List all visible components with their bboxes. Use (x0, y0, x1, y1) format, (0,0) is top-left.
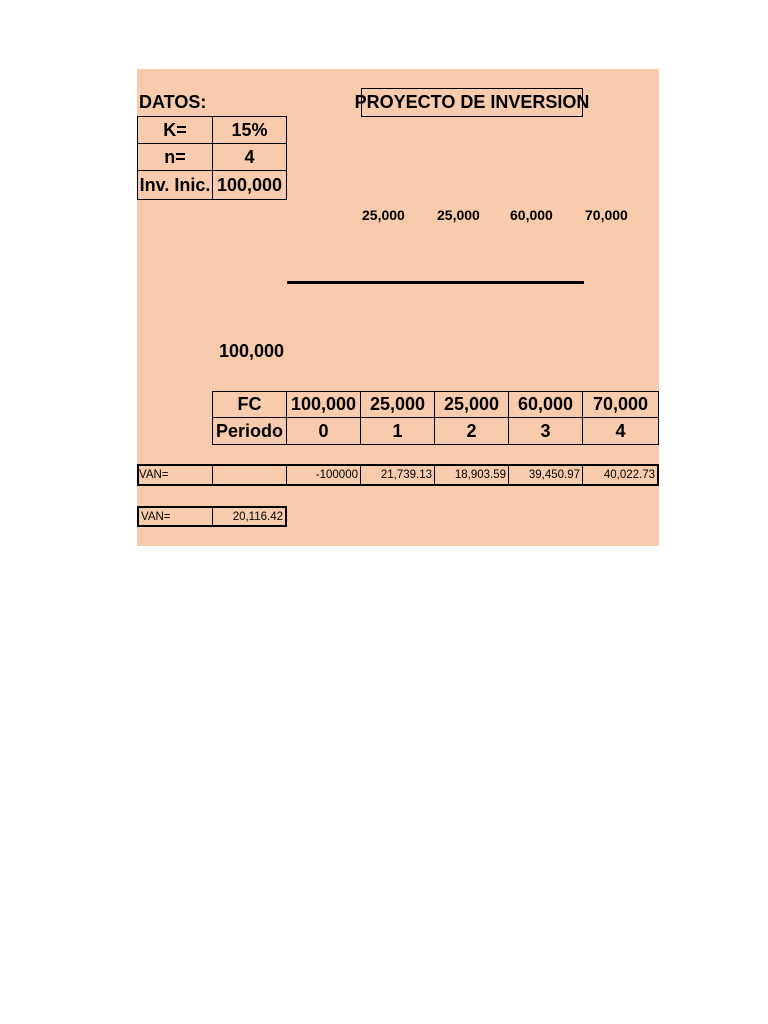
van-value-0: -100000 (286, 465, 361, 485)
fc-value-4: 70,000 (582, 391, 659, 418)
period-3: 3 (508, 417, 583, 445)
inflow-3: 60,000 (510, 207, 553, 223)
van-value-1: 21,739.13 (360, 465, 435, 485)
van-value-2: 18,903.59 (434, 465, 509, 485)
inflow-4: 70,000 (585, 207, 628, 223)
van-total-value: 20,116.42 (212, 506, 287, 527)
period-2: 2 (434, 417, 509, 445)
van-value-3: 39,450.97 (508, 465, 583, 485)
period-label: Periodo (212, 417, 287, 445)
van-value-4: 40,022.73 (603, 469, 655, 481)
datos-value-k: 15% (212, 116, 287, 144)
datos-value-inv: 100,000 (212, 170, 287, 200)
fc-value-1: 25,000 (360, 391, 435, 418)
fc-value-0: 100,000 (286, 391, 361, 418)
fc-value-3: 60,000 (508, 391, 583, 418)
period-1: 1 (360, 417, 435, 445)
fc-value-2: 25,000 (434, 391, 509, 418)
van-row-label: VAN= (137, 465, 213, 485)
inflow-1: 25,000 (362, 207, 405, 223)
project-title: PROYECTO DE INVERSION (361, 88, 583, 117)
inflow-2: 25,000 (437, 207, 480, 223)
datos-label-inv: Inv. Inic. (137, 170, 213, 200)
datos-label-k: K= (137, 116, 213, 144)
period-4: 4 (582, 417, 659, 445)
spreadsheet-area (137, 69, 659, 546)
datos-label-n: n= (137, 143, 213, 171)
period-0: 0 (286, 417, 361, 445)
van-row-blank (212, 465, 287, 485)
datos-value-n: 4 (212, 143, 287, 171)
datos-title: DATOS: (139, 92, 207, 112)
outflow-value: 100,000 (219, 341, 285, 361)
van-total-label: VAN= (137, 506, 213, 527)
timeline-line (287, 281, 584, 284)
fc-label: FC (212, 391, 287, 418)
